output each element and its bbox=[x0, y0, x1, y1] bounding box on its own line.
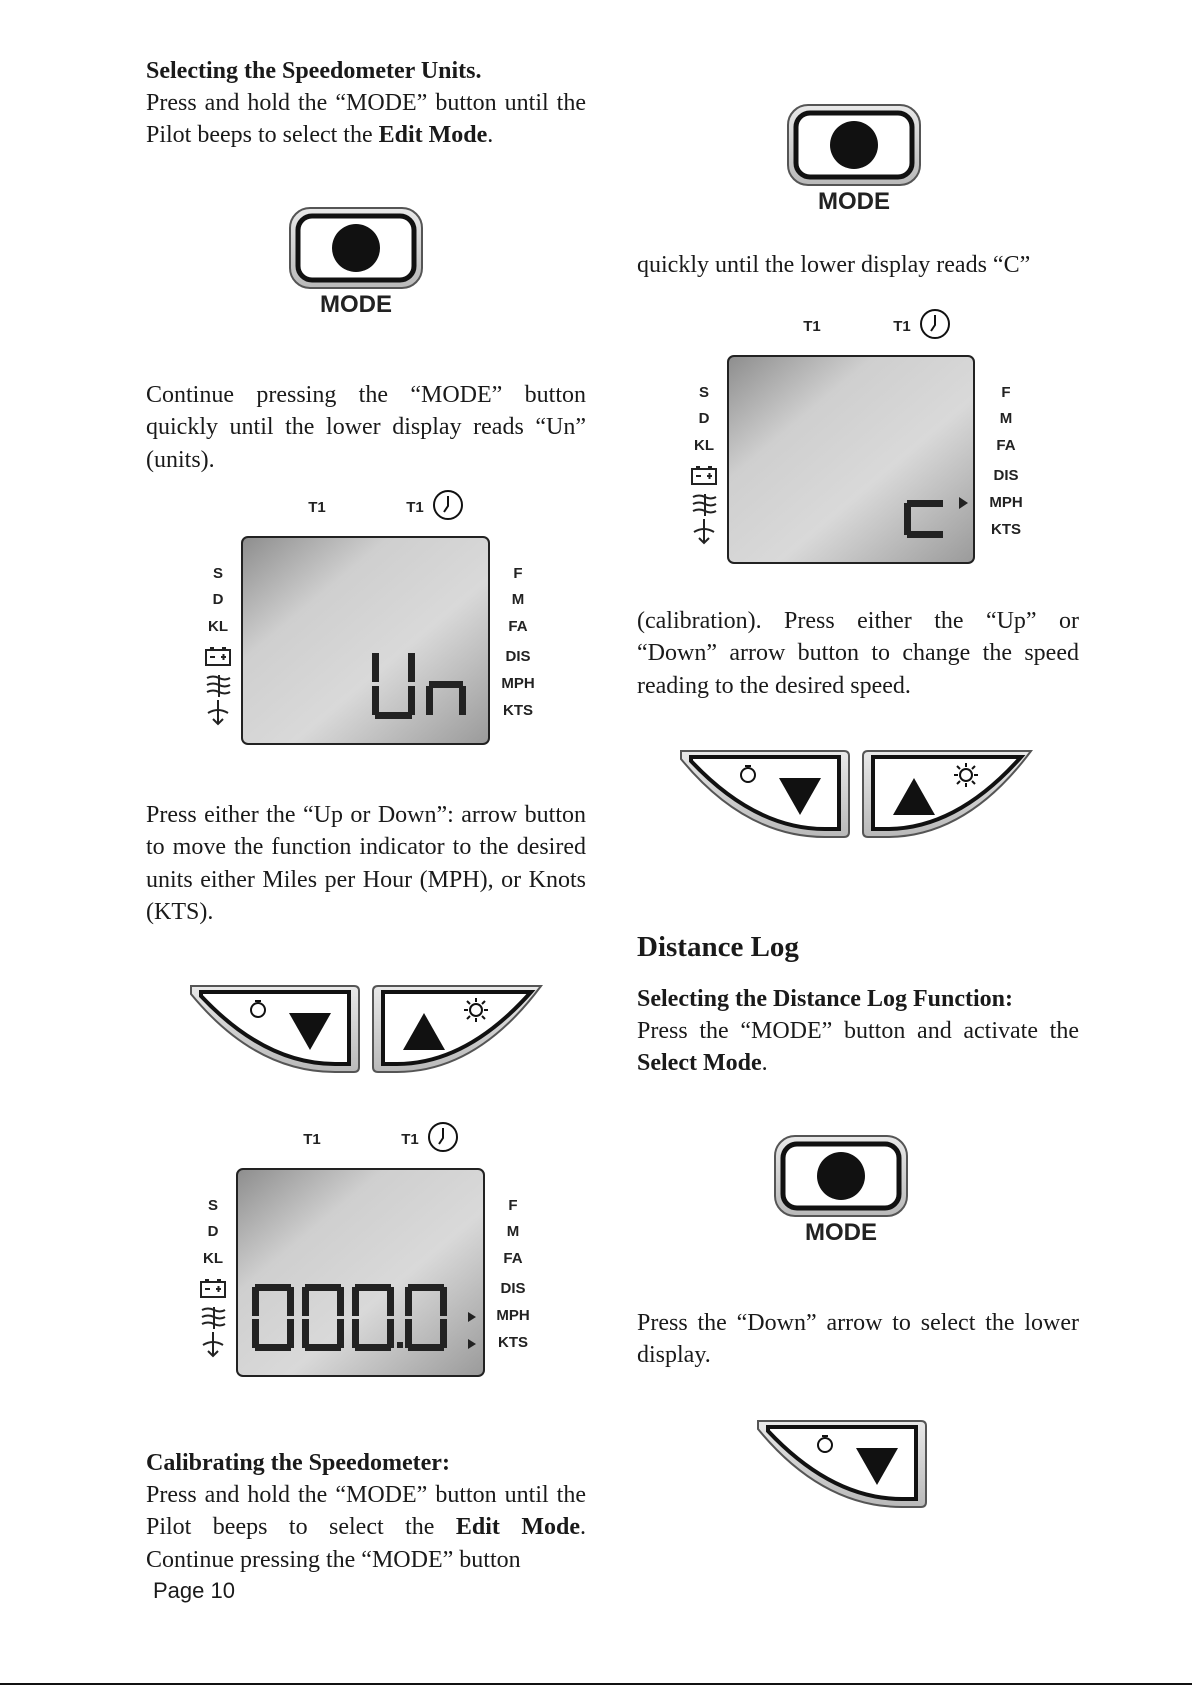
lcd-right-label: MPH bbox=[496, 1307, 530, 1324]
arrow-buttons bbox=[185, 980, 547, 1075]
t1-label: T1 bbox=[308, 499, 326, 516]
temperature-icon bbox=[207, 675, 230, 697]
lcd-right-label: M bbox=[511, 591, 525, 608]
clock-icon bbox=[434, 491, 462, 519]
lcd-right-label: DIS bbox=[505, 648, 531, 665]
t1-label: T1 bbox=[303, 1131, 321, 1148]
paragraph-select-lower-display: Press the “Down” arrow to select the lower display. bbox=[637, 1310, 1079, 1369]
lcd-display-units bbox=[195, 485, 555, 750]
paragraph-select-mode bbox=[637, 1015, 1079, 1080]
select-mode-term: Select Mode bbox=[637, 1050, 762, 1077]
lcd-right-label: DIS bbox=[993, 467, 1019, 484]
paragraph-select-units: Press either the “Up or Down”: arrow button to move the function indicator to the desired units either Miles per Hour (MPH), or Knots (KTS). bbox=[146, 802, 586, 925]
lcd-left-label: KL bbox=[203, 1250, 223, 1267]
depth-icon bbox=[203, 1332, 223, 1356]
lcd-left-label: S bbox=[698, 384, 710, 401]
paragraph-text: Press and hold the “MODE” button until the Pilot beeps to select the bbox=[146, 1482, 586, 1541]
edit-mode-term: Edit Mode bbox=[378, 122, 488, 149]
mode-button-icon bbox=[772, 1133, 912, 1248]
battery-icon bbox=[201, 1279, 225, 1297]
lcd-left-label: S bbox=[207, 1197, 219, 1214]
lcd-left-label: D bbox=[212, 591, 224, 608]
paragraph-units-display: Continue pressing the “MODE” button quickly until the lower display reads “Un” (units). bbox=[146, 382, 586, 473]
down-arrow-button bbox=[752, 1415, 932, 1515]
mode-button-icon bbox=[287, 205, 427, 320]
t1-label: T1 bbox=[893, 318, 911, 335]
lcd-right-label: F bbox=[513, 565, 523, 582]
down-arrow-button bbox=[681, 751, 849, 837]
clock-icon bbox=[921, 310, 949, 338]
t1-label: T1 bbox=[406, 499, 424, 516]
battery-icon bbox=[692, 466, 716, 484]
lcd-right-label: KTS bbox=[503, 702, 533, 719]
t1-label: T1 bbox=[401, 1131, 419, 1148]
section-title-distance-log: Distance Log bbox=[637, 931, 799, 963]
lcd-right-label: F bbox=[1001, 384, 1011, 401]
lcd-right-label: DIS bbox=[500, 1280, 526, 1297]
temperature-icon bbox=[202, 1307, 225, 1329]
lcd-display-calibration bbox=[680, 304, 1040, 569]
paragraph-change-speed: (calibration). Press either the “Up” or “Down” arrow button to change the speed reading to the desired speed. bbox=[637, 608, 1079, 699]
t1-label: T1 bbox=[803, 318, 821, 335]
heading-speedometer-units: Selecting the Speedometer Units. bbox=[146, 58, 482, 84]
up-arrow-button bbox=[863, 751, 1031, 837]
paragraph-text: . Continue pressing the “MODE” button bbox=[146, 1514, 586, 1573]
paragraph-calibrate-edit-mode bbox=[146, 1479, 586, 1576]
paragraph-edit-mode bbox=[146, 87, 586, 152]
lcd-right-label: FA bbox=[503, 1250, 523, 1267]
lcd-left-label: KL bbox=[208, 618, 228, 635]
lcd-right-label: F bbox=[508, 1197, 518, 1214]
lcd-left-label: S bbox=[212, 565, 224, 582]
lcd-right-label: KTS bbox=[991, 521, 1021, 538]
paragraph-text: . bbox=[487, 122, 494, 149]
lcd-right-label: KTS bbox=[498, 1334, 528, 1351]
edit-mode-term: Edit Mode bbox=[455, 1514, 580, 1541]
lcd-display-speed bbox=[190, 1117, 550, 1382]
temperature-icon bbox=[693, 494, 716, 516]
battery-icon bbox=[206, 647, 230, 665]
clock-icon bbox=[429, 1123, 457, 1151]
paragraph-text: Press and hold the “MODE” button until the Pilot beeps to select the bbox=[146, 90, 586, 149]
lcd-right-label: MPH bbox=[989, 494, 1023, 511]
paragraph-calibration-display: quickly until the lower display reads “C” bbox=[637, 252, 1031, 278]
depth-icon bbox=[694, 519, 714, 543]
heading-calibrating: Calibrating the Speedometer: bbox=[146, 1450, 450, 1476]
lcd-right-label: FA bbox=[508, 618, 528, 635]
up-arrow-button bbox=[373, 986, 541, 1072]
mode-label: MODE bbox=[805, 1219, 877, 1246]
lcd-left-label: KL bbox=[694, 437, 714, 454]
page-number: Page 10 bbox=[153, 1578, 235, 1603]
mode-button-icon bbox=[785, 102, 925, 217]
depth-icon bbox=[208, 700, 228, 724]
lcd-right-label: FA bbox=[996, 437, 1016, 454]
mode-label: MODE bbox=[818, 188, 890, 215]
lcd-right-label: M bbox=[506, 1223, 520, 1240]
lcd-right-label: MPH bbox=[501, 675, 535, 692]
paragraph-text: Press the “MODE” button and activate the bbox=[637, 1018, 1079, 1044]
paragraph-text: . bbox=[761, 1050, 768, 1077]
arrow-buttons bbox=[675, 745, 1037, 840]
heading-distance-log-function: Selecting the Distance Log Function: bbox=[637, 986, 1013, 1012]
mode-label: MODE bbox=[320, 291, 392, 318]
lcd-left-label: D bbox=[207, 1223, 219, 1240]
down-arrow-button bbox=[191, 986, 359, 1072]
lcd-right-label: M bbox=[999, 410, 1013, 427]
lcd-left-label: D bbox=[698, 410, 710, 427]
